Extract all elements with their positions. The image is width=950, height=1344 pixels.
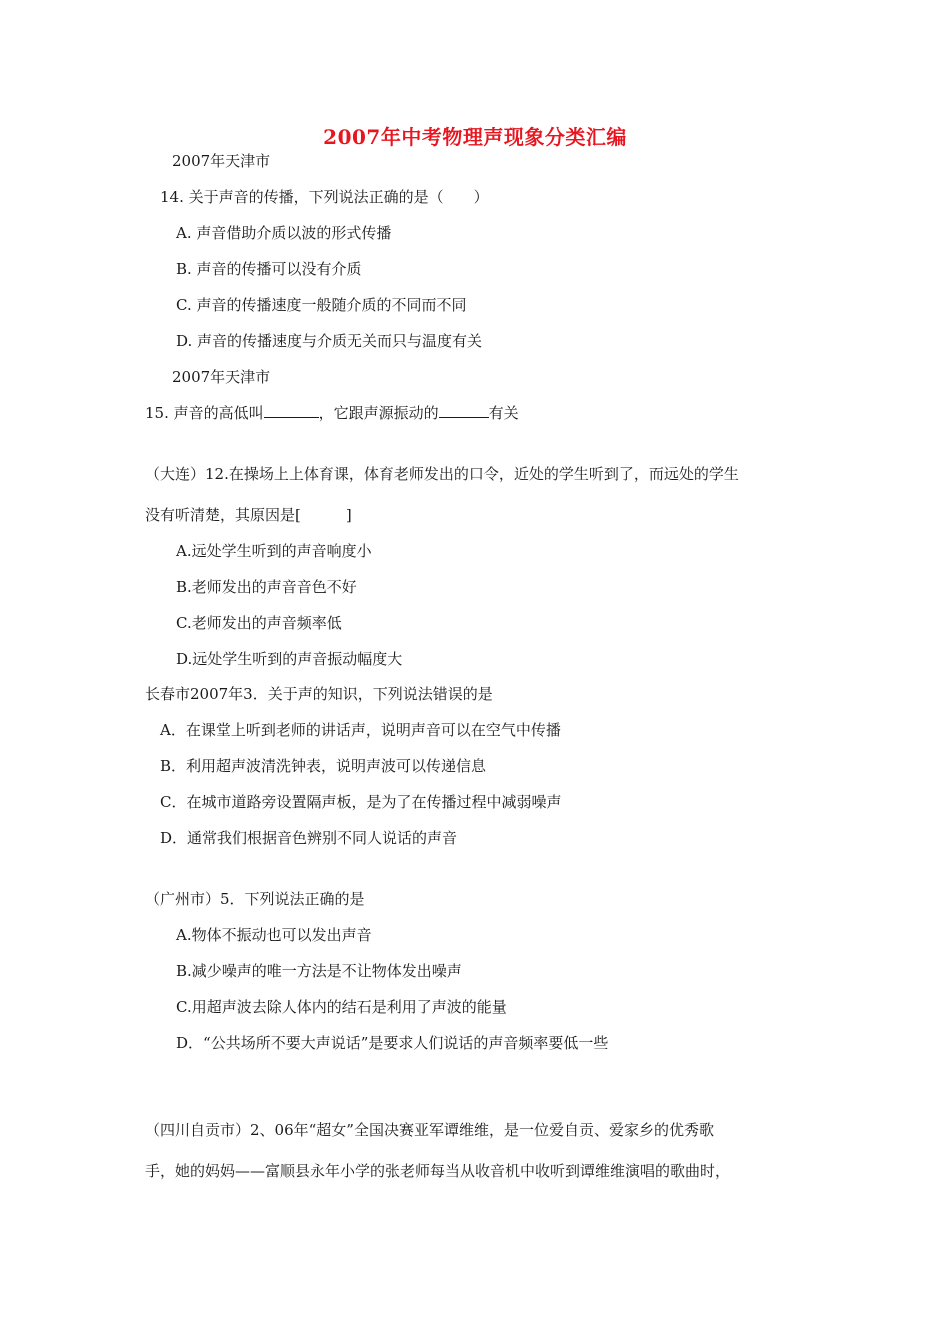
question-stem: 长春市2007年3．关于声的知识，下列说法错误的是 xyxy=(145,685,493,703)
answer-option: A.物体不振动也可以发出声音 xyxy=(176,926,372,944)
answer-option: A.远处学生听到的声音响度小 xyxy=(176,542,372,560)
question-text: 15. 声音的高低叫 xyxy=(145,404,264,422)
answer-option: B．利用超声波清洗钟表，说明声波可以传递信息 xyxy=(160,757,487,775)
question-stem: （四川自贡市）2、06年“超女”全国决赛亚军谭维维，是一位爱自贡、爱家乡的优秀歌 xyxy=(145,1121,714,1139)
answer-option: C.老师发出的声音频率低 xyxy=(176,614,342,632)
answer-blank xyxy=(439,403,489,418)
answer-option: D. 声音的传播速度与介质无关而只与温度有关 xyxy=(176,332,483,350)
answer-option: C. 声音的传播速度一般随介质的不同而不同 xyxy=(176,296,467,314)
question-text: 有关 xyxy=(488,404,519,422)
answer-option: D.远处学生听到的声音振动幅度大 xyxy=(176,650,403,668)
fill-in-question xyxy=(145,403,519,423)
question-stem: 手，她的妈妈——富顺县永年小学的张老师每当从收音机中收听到谭维维演唱的歌曲时， xyxy=(145,1162,731,1180)
question-stem: 14. 关于声音的传播，下列说法正确的是（ ） xyxy=(160,188,489,206)
answer-option: D．“公共场所不要大声说话”是要求人们说话的声音频率要低一些 xyxy=(176,1034,609,1052)
question-stem: （广州市）5．下列说法正确的是 xyxy=(145,890,365,908)
answer-option: C．在城市道路旁设置隔声板，是为了在传播过程中减弱噪声 xyxy=(160,793,562,811)
answer-option: C.用超声波去除人体内的结石是利用了声波的能量 xyxy=(176,998,507,1016)
question-text: ，它跟声源振动的 xyxy=(318,404,439,422)
question-stem: （大连）12.在操场上上体育课，体育老师发出的口令，近处的学生听到了，而远处的学生 xyxy=(145,465,739,483)
answer-option: B.老师发出的声音音色不好 xyxy=(176,578,357,596)
question-stem: 没有听清楚，其原因是[ ] xyxy=(145,506,352,524)
question-source: 2007年天津市 xyxy=(172,152,271,170)
answer-option: A. 声音借助介质以波的形式传播 xyxy=(176,224,392,242)
answer-option: B.减少噪声的唯一方法是不让物体发出噪声 xyxy=(176,962,462,980)
question-source: 2007年天津市 xyxy=(172,368,271,386)
document-title: 2007年中考物理声现象分类汇编 xyxy=(323,125,627,149)
answer-blank xyxy=(264,403,319,418)
answer-option: B. 声音的传播可以没有介质 xyxy=(176,260,362,278)
answer-option: A．在课堂上听到老师的讲话声，说明声音可以在空气中传播 xyxy=(160,721,561,739)
answer-option: D．通常我们根据音色辨别不同人说话的声音 xyxy=(160,829,458,847)
